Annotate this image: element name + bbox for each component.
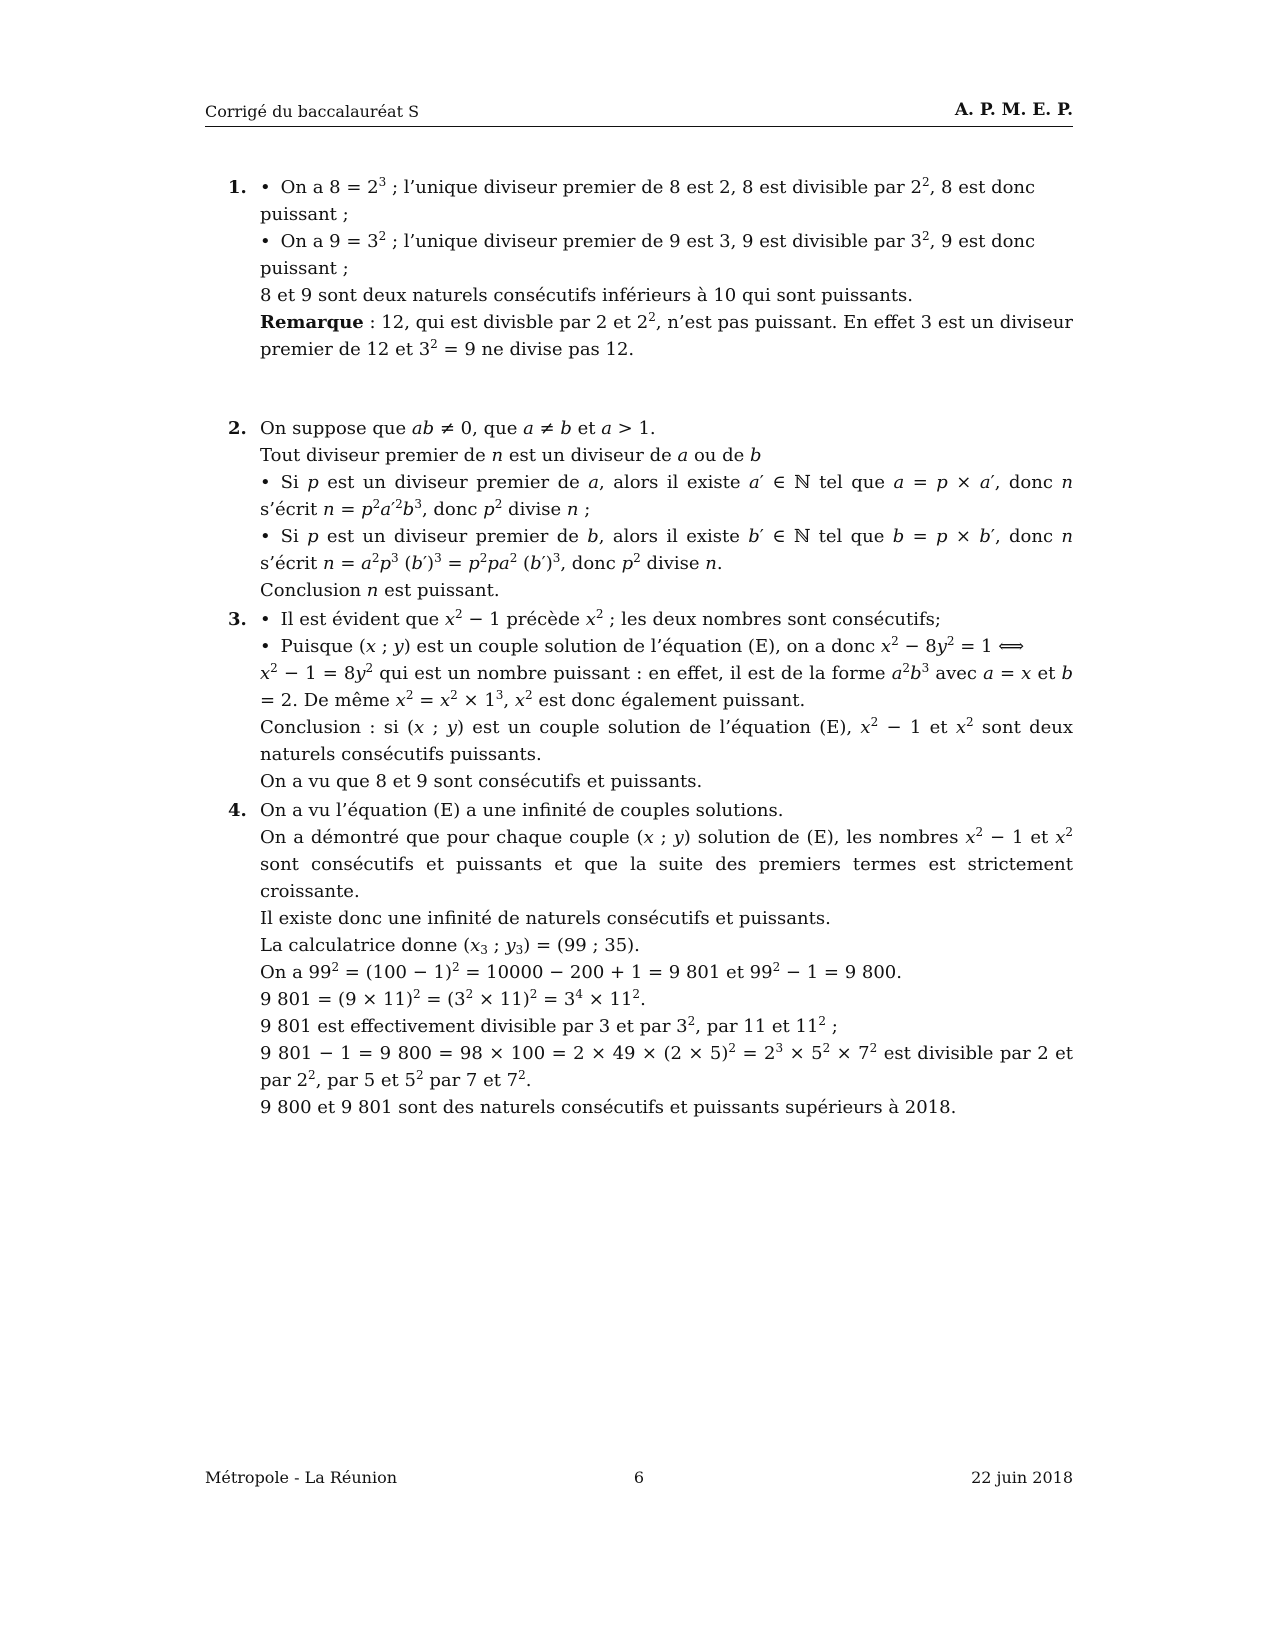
question-number: 4. [228, 800, 247, 821]
header-title: Corrigé du baccalauréat S [205, 102, 420, 121]
q4-line-1: On a vu l’équation (E) a une infinité de couples solutions. [260, 800, 784, 821]
question-number: 3. [228, 609, 247, 630]
q1-bullet-8: • On a $8 = 2^3$ ; l’unique diviseur premier de 8 est 2, 8 est divisible par $2^2$, 8 est donc puissant ; [260, 174, 1073, 228]
question-3 [228, 606, 1073, 795]
q4-calculator: La calculatrice donne ($x_3$ ; $y_3) = (99$ ; 35). [260, 935, 640, 957]
q4-divisible-9801: 9 801 est effectivement divisible par 3 et par $3^2$, par 11 et $11^2$ ; [260, 1014, 838, 1037]
q2-hypothesis: On suppose que ab ≠ 0, que a ≠ b et a > 1. [260, 418, 656, 439]
q4-line-3: Il existe donc une infinité de naturels consécutifs et puissants. [260, 908, 831, 929]
question-2 [228, 415, 1073, 604]
page-number: 6 [633, 1468, 645, 1487]
q4-final: 9 800 et 9 801 sont des naturels consécutifs et puissants supérieurs à 2018. [260, 1097, 957, 1118]
question-number: 1. [228, 177, 247, 198]
document-body [228, 174, 1073, 1121]
question-1 [228, 174, 1073, 363]
q1-summary: 8 et 9 sont deux naturels consécutifs inférieurs à 10 qui sont puissants. [260, 285, 914, 306]
page-footer [205, 1468, 1073, 1492]
question-number: 2. [228, 418, 247, 439]
q4-line-2: On a démontré que pour chaque couple (x ; y) solution de (E), les nombres $x^2 - 1$ et $x^2$ sont consécutifs et puissants et que la suite des premiers termes est strictement croissante. [260, 825, 1073, 902]
footer-location: Métropole - La Réunion [205, 1468, 398, 1487]
q2-conclusion: Conclusion n est puissant. [260, 580, 500, 601]
footer-date: 22 juin 2018 [971, 1468, 1073, 1487]
q2-case-a: • Si p est un diviseur premier de a, alors il existe a′ ∈ ℕ tel que a = p × a′, donc n s’écrit $n = p^2a'^2b^3$, donc $p^2$ divise n ; [260, 469, 1073, 523]
q4-factor-9801: 9 $801 = (9 \times 11)^2 = (3^2 \times 11)^2 = 3^4 \times 11^2$. [260, 987, 646, 1010]
q4-square: On a $99^2 = (100 - 1)^2 = 10000 - 200 + 1 = 9$ 801 et $99^2 - 1 = 9$ 800. [260, 960, 902, 983]
q2-case-b: • Si p est un diviseur premier de b, alors il existe b′ ∈ ℕ tel que b = p × b′, donc n s’écrit $n = a^2p^3$ $(b')^3 = p^2pa^2$ $(b')^3$, donc $p^2$ divise n. [260, 523, 1073, 577]
q3-bullet-2: • Puisque (x ; y) est un couple solution de l’équation (E), on a donc $x^2 - 8y^2 = 1$ ⟺ [260, 633, 1073, 660]
q1-bullet-9: • On a $9 = 3^2$ ; l’unique diviseur premier de 9 est 3, 9 est divisible par $3^2$, 9 est donc puissant ; [260, 228, 1073, 282]
remark-label: Remarque [260, 312, 364, 333]
question-4 [228, 797, 1073, 1121]
q3-form: $x^2 - 1 = 8y^2$ qui est un nombre puissant : en effet, il est de la forme $a^2b^3$ avec a = x et b = 2. De même $x^2 = x^2 \times 1^3$, $x^2$ est donc également puissant. [260, 661, 1073, 711]
q3-bullet-1: • Il est évident que $x^2 - 1$ précède $x^2$ ; les deux nombres sont consécutifs; [260, 606, 1073, 633]
header-apmep: A. P. M. E. P. [954, 100, 1073, 120]
q1-remark: Remarque : 12, qui est divisble par 2 et $2^2$, n’est pas puissant. En effet 3 est un diviseur premier de 12 et $3^2 = 9$ ne divise pas 12. [260, 310, 1073, 360]
q2-divisor: Tout diviseur premier de n est un diviseur de a ou de b [260, 445, 762, 466]
q3-conclusion: Conclusion : si (x ; y) est un couple solution de l’équation (E), $x^2 - 1$ et $x^2$ sont deux naturels consécutifs puissants. [260, 715, 1074, 765]
q3-seen: On a vu que 8 et 9 sont consécutifs et puissants. [260, 771, 703, 792]
page-header [205, 100, 1073, 127]
q4-factor-9800: 9 801 − 1 = 9 $800 = 98 \times 100 = 2 \times 49 \times (2 \times 5)^2 = 2^3 \times 5^2 \times 7^2$ est divisible par 2 et par $2^2$, par 5 et $5^2$ par 7 et $7^2$. [260, 1041, 1073, 1091]
